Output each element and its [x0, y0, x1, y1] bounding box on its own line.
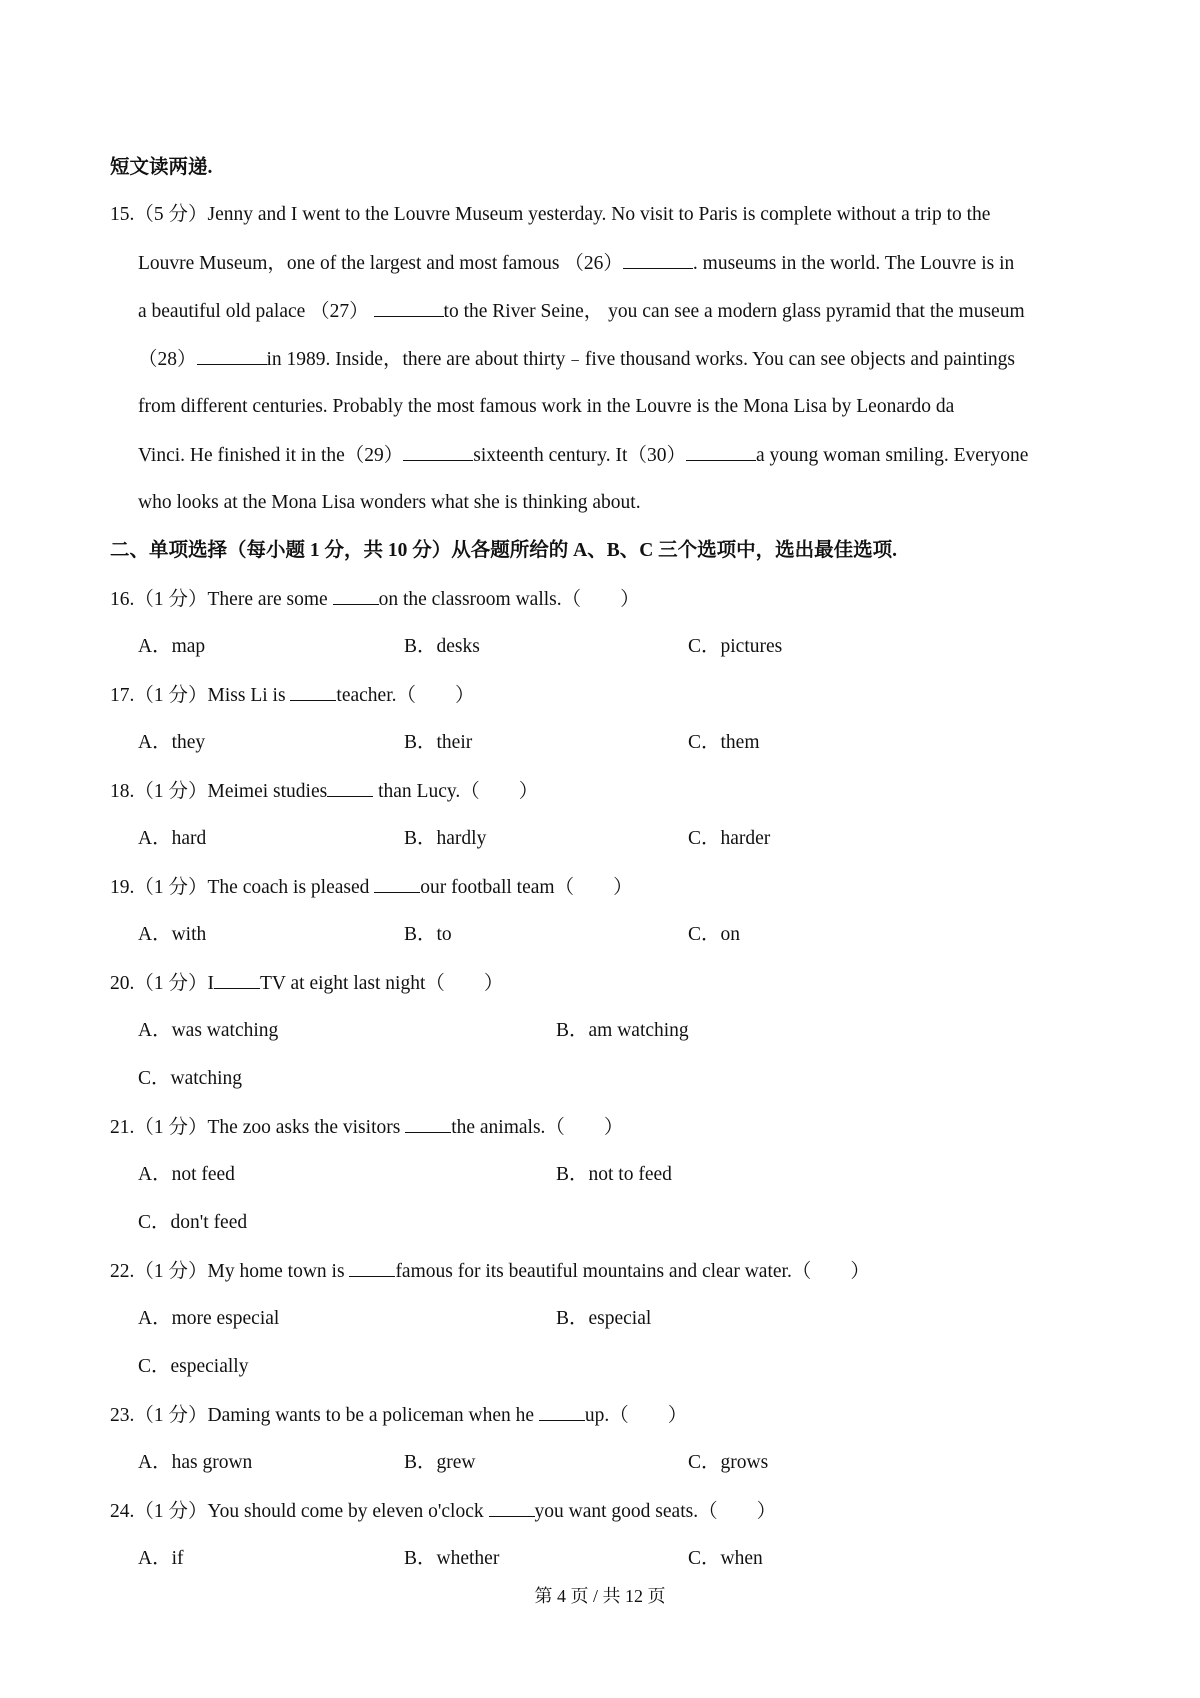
option-c[interactable]: C．watching [138, 1068, 242, 1089]
section-title-reading: 短文读两递. [110, 157, 213, 178]
q-text: the animals.（ ） [451, 1117, 624, 1138]
q-text: I [207, 973, 215, 994]
q-text: Meimei studies [207, 781, 328, 802]
q15-text: Louvre Museum，one of the largest and most famous （26） [138, 253, 623, 274]
answer-blank[interactable] [327, 778, 373, 797]
q-number: 18. [110, 781, 135, 802]
q-score: （1 分） [134, 589, 208, 610]
option-a[interactable]: A．has grown [138, 1452, 253, 1473]
q15-text: Vinci. He finished it in the（29） [138, 445, 404, 466]
option-a[interactable]: A．not feed [138, 1164, 235, 1185]
answer-blank[interactable] [405, 1114, 451, 1133]
answer-blank[interactable] [539, 1402, 585, 1421]
option-c[interactable]: C．don't feed [138, 1212, 248, 1233]
q15-line-6 [138, 442, 1028, 469]
answer-blank[interactable] [333, 586, 379, 605]
option-c[interactable]: C．when [688, 1548, 763, 1569]
q-number: 22. [110, 1261, 135, 1282]
q-text: Daming wants to be a policeman when he [207, 1405, 539, 1426]
option-a[interactable]: A．hard [138, 828, 207, 849]
q-text: There are some [207, 589, 333, 610]
q22-stem [110, 1258, 870, 1285]
q15-line-3 [138, 298, 1025, 325]
blank-30[interactable] [686, 442, 756, 461]
option-c[interactable]: C．pictures [688, 636, 783, 657]
q15-text: to the River Seine， you can see a modern glass pyramid that the museum [443, 301, 1025, 322]
blank-27[interactable] [374, 298, 444, 317]
answer-blank[interactable] [290, 682, 336, 701]
q15-line-7: who looks at the Mona Lisa wonders what she is thinking about. [138, 492, 641, 513]
q-number: 19. [110, 877, 135, 898]
q15-text: Jenny and I went to the Louvre Museum yesterday. No visit to Paris is complete without a trip to the [207, 204, 991, 225]
option-c[interactable]: C．especially [138, 1356, 249, 1377]
section-title-choice: 二、单项选择（每小题 1 分，共 10 分）从各题所给的 A、B、C 三个选项中，选出最佳选项. [110, 540, 898, 561]
q15-text: a beautiful old palace （27） [138, 301, 369, 322]
q15-line-4 [138, 346, 1015, 373]
q-text: The zoo asks the visitors [207, 1117, 406, 1138]
q15-score: （5 分） [134, 204, 208, 225]
option-a[interactable]: A．more especial [138, 1308, 280, 1329]
option-b[interactable]: B．hardly [404, 828, 487, 849]
option-c[interactable]: C．grows [688, 1452, 769, 1473]
q17-stem [110, 682, 475, 709]
q-score: （1 分） [134, 1261, 208, 1282]
blank-28[interactable] [197, 346, 267, 365]
q-number: 16. [110, 589, 135, 610]
q-text: The coach is pleased [207, 877, 375, 898]
q-text: on the classroom walls.（ ） [378, 589, 640, 610]
answer-blank[interactable] [374, 874, 420, 893]
option-b[interactable]: B．whether [404, 1548, 500, 1569]
q15-number: 15. [110, 204, 135, 225]
option-b[interactable]: B．their [404, 732, 473, 753]
option-b[interactable]: B．desks [404, 636, 480, 657]
q-text: My home town is [207, 1261, 350, 1282]
q15-line-2 [138, 250, 1014, 277]
q-number: 17. [110, 685, 135, 706]
q15-text: sixteenth century. It（30） [473, 445, 686, 466]
q-text: teacher.（ ） [336, 685, 475, 706]
q-number: 21. [110, 1117, 135, 1138]
q15-line-5: from different centuries. Probably the most famous work in the Louvre is the Mona Lisa by Leonardo da [138, 396, 955, 417]
option-b[interactable]: B．especial [556, 1308, 652, 1329]
option-a[interactable]: A．was watching [138, 1020, 279, 1041]
blank-26[interactable] [623, 250, 693, 269]
q-score: （1 分） [134, 781, 208, 802]
q15-text: in 1989. Inside，there are about thirty﹣five thousand works. You can see objects and paintings [266, 349, 1015, 370]
q-text: famous for its beautiful mountains and clear water.（ ） [395, 1261, 870, 1282]
option-c[interactable]: C．them [688, 732, 760, 753]
option-b[interactable]: B．to [404, 924, 452, 945]
q21-stem [110, 1114, 623, 1141]
q19-stem [110, 874, 633, 901]
q-score: （1 分） [134, 1117, 208, 1138]
answer-blank[interactable] [349, 1258, 395, 1277]
q-score: （1 分） [134, 973, 208, 994]
q-text: than Lucy.（ ） [373, 781, 539, 802]
answer-blank[interactable] [214, 970, 260, 989]
q-score: （1 分） [134, 1501, 208, 1522]
q-score: （1 分） [134, 877, 208, 898]
option-a[interactable]: A．if [138, 1548, 184, 1569]
q20-stem [110, 970, 503, 997]
q-number: 20. [110, 973, 135, 994]
option-b[interactable]: B．not to feed [556, 1164, 672, 1185]
q-text: up.（ ） [584, 1405, 688, 1426]
answer-blank[interactable] [489, 1498, 535, 1517]
q-text: our football team（ ） [420, 877, 633, 898]
q-text: you want good seats.（ ） [534, 1501, 777, 1522]
q24-stem [110, 1498, 776, 1525]
option-a[interactable]: A．they [138, 732, 206, 753]
q15-text: . museums in the world. The Louvre is in [692, 253, 1015, 274]
blank-29[interactable] [403, 442, 473, 461]
q-number: 24. [110, 1501, 135, 1522]
q18-stem [110, 778, 538, 805]
page-number-footer: 第 4 页 / 共 12 页 [534, 1586, 666, 1606]
option-b[interactable]: B．am watching [556, 1020, 689, 1041]
q-score: （1 分） [134, 1405, 208, 1426]
q15-line-1 [110, 202, 990, 228]
q15-text: a young woman smiling. Everyone [755, 445, 1029, 466]
q-text: TV at eight last night（ ） [260, 973, 504, 994]
q-text: You should come by eleven o'clock [207, 1501, 489, 1522]
q15-text: （28） [138, 349, 197, 370]
option-a[interactable]: A．map [138, 636, 206, 657]
option-a[interactable]: A．with [138, 924, 207, 945]
q16-stem [110, 586, 640, 613]
q-score: （1 分） [134, 685, 208, 706]
option-c[interactable]: C．harder [688, 828, 771, 849]
option-c[interactable]: C．on [688, 924, 741, 945]
option-b[interactable]: B．grew [404, 1452, 476, 1473]
q-number: 23. [110, 1405, 135, 1426]
q23-stem [110, 1402, 687, 1429]
q-text: Miss Li is [207, 685, 291, 706]
